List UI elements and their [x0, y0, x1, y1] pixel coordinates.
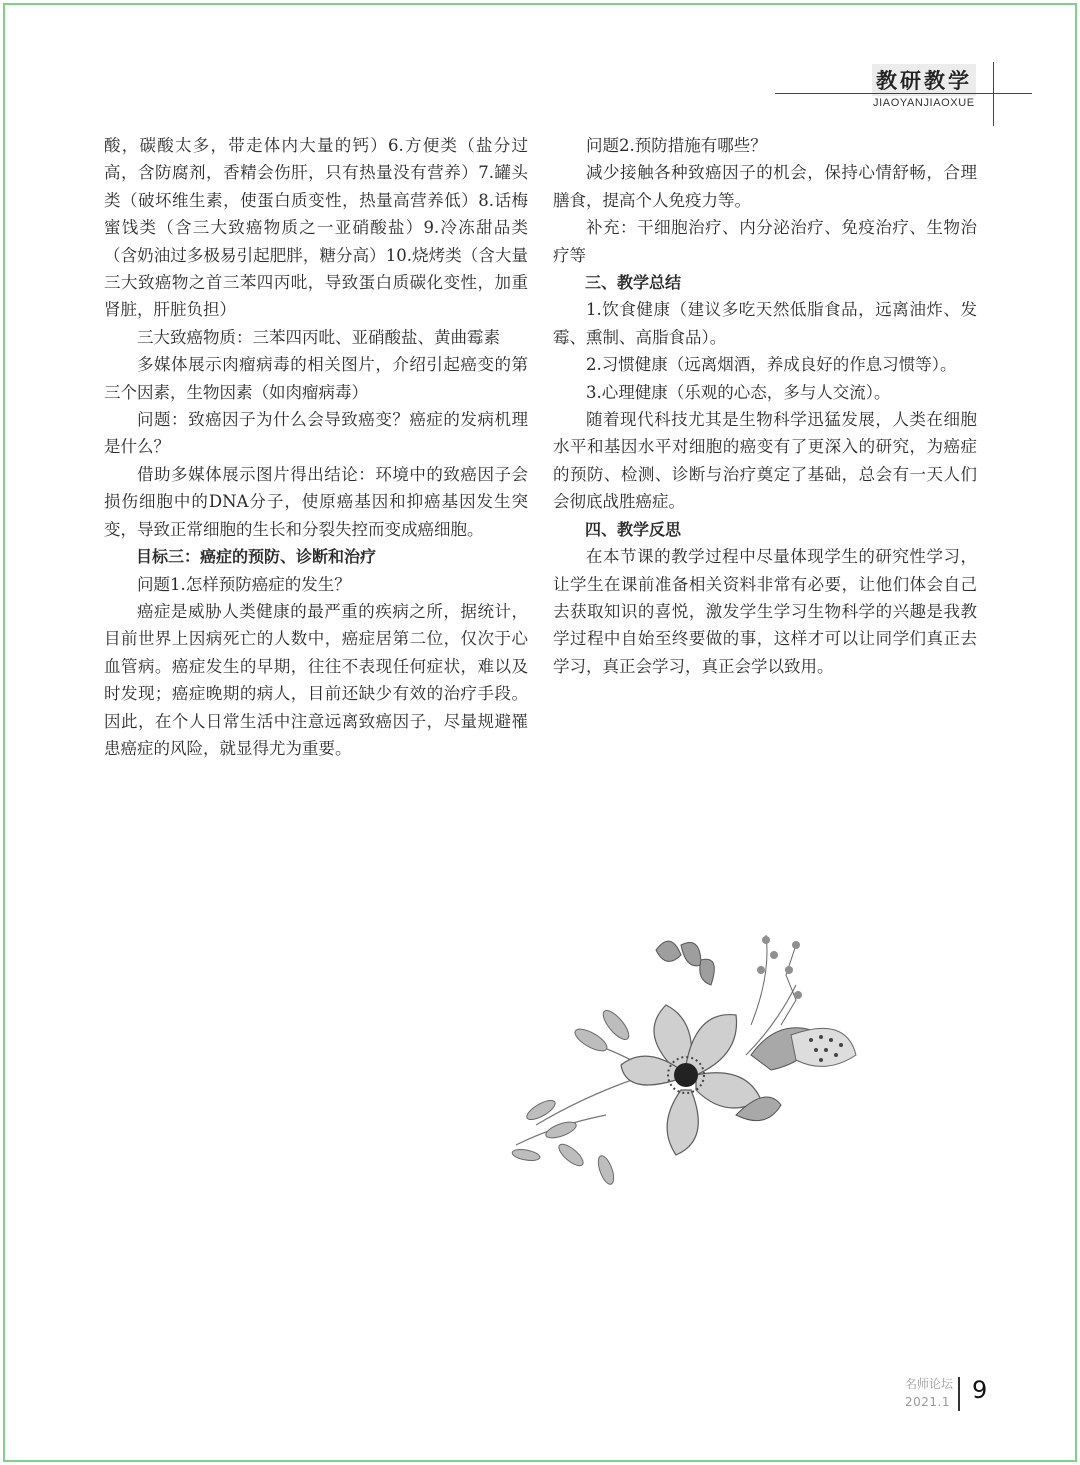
left-column: [104, 132, 528, 762]
paragraph: 借助多媒体展示图片得出结论：环境中的致癌因子会损伤细胞中的DNA分子，使原癌基因和抑癌基因发生突变，导致正常细胞的生长和分裂失控而变成癌细胞。: [104, 464, 528, 539]
header-divider-vertical: [993, 62, 994, 126]
paragraph: 癌症是威胁人类健康的最严重的疾病之所，据统计，目前世界上因病死亡的人数中，癌症居第二位，仅次于心血管病。癌症发生的早期，往往不表现任何症状，难以及时发现；癌症晚期的病人，目前还缺少有效的治疗手段。因此，在个人日常生活中注意远离致癌因子，尽量规避罹患癌症的风险，就显得尤为重要。: [104, 601, 528, 758]
section-subtitle: JIAOYANJIAOXUE: [873, 97, 975, 109]
paragraph: 3.心理健康（乐观的心态，多与人交流）。: [586, 382, 891, 402]
floral-illustration: [496, 925, 866, 1210]
footer-divider: [958, 1377, 960, 1411]
paragraph: 酸，碳酸太多，带走体内大量的钙）6.方便类（盐分过高，含防腐剂，香精会伤肝，只有热量没有营养）7.罐头类（破坏维生素，使蛋白质变性，热量高营养低）8.话梅蜜饯类（含三大致癌物质之一亚硝酸盐）9.冷冻甜品类（含奶油过多极易引起肥胖，糖分高）10.烧烤类（含大量三大致癌物之首三苯四丙吡，导致蛋白质碳化变性，加重肾脏，肝脏负担）: [104, 136, 528, 320]
journal-name: 名师论坛: [905, 1377, 954, 1391]
paragraph: 问题2.预防措施有哪些？: [586, 136, 767, 155]
section-heading: 三、教学总结: [585, 273, 682, 293]
paragraph: 问题1.怎样预防癌症的发生？: [137, 574, 351, 594]
page-number: 9: [972, 1376, 988, 1404]
paragraph: 在本节课的教学过程中尽量体现学生的研究性学习，让学生在课前准备相关资料非常有必要，让他们体会自己去获取知识的喜悦，激发学生学习生物科学的兴趣是我教学过程中自始至终要做的事，这样才可以让同学们真正去学习，真正会学习，真正会学以致用。: [553, 547, 977, 676]
section-heading: 目标三：癌症的预防、诊断和治疗: [136, 547, 377, 567]
paragraph: 2.习惯健康（远离烟酒，养成良好的作息习惯等）。: [586, 355, 957, 375]
section-heading: 四、教学反思: [585, 519, 682, 539]
paragraph: 补充：干细胞治疗、内分泌治疗、免疫治疗、生物治疗等: [553, 218, 977, 265]
right-column: [553, 132, 977, 680]
paragraph: 随着现代科技尤其是生物科学迅猛发展，人类在细胞水平和基因水平对细胞的癌变有了更深入的研究，为癌症的预防、检测、诊断与治疗奠定了基础，总会有一天人们会彻底战胜癌症。: [553, 410, 977, 512]
paragraph: 减少接触各种致癌因子的机会，保持心情舒畅，合理膳食，提高个人免疫力等。: [553, 163, 977, 210]
paragraph: 问题：致癌因子为什么会导致癌变？癌症的发病机理是什么？: [104, 410, 528, 457]
paragraph: 多媒体展示肉瘤病毒的相关图片，介绍引起癌变的第三个因素，生物因素（如肉瘤病毒）: [104, 355, 528, 402]
section-title: 教研教学: [872, 64, 976, 96]
paragraph: 1.饮食健康（建议多吃天然低脂食品，远离油炸、发霉、熏制、高脂食品）。: [553, 300, 977, 347]
paragraph: 三大致癌物质：三苯四丙吡、亚硝酸盐、黄曲霉素: [137, 327, 500, 347]
journal-issue: 2021.1: [905, 1395, 950, 1409]
